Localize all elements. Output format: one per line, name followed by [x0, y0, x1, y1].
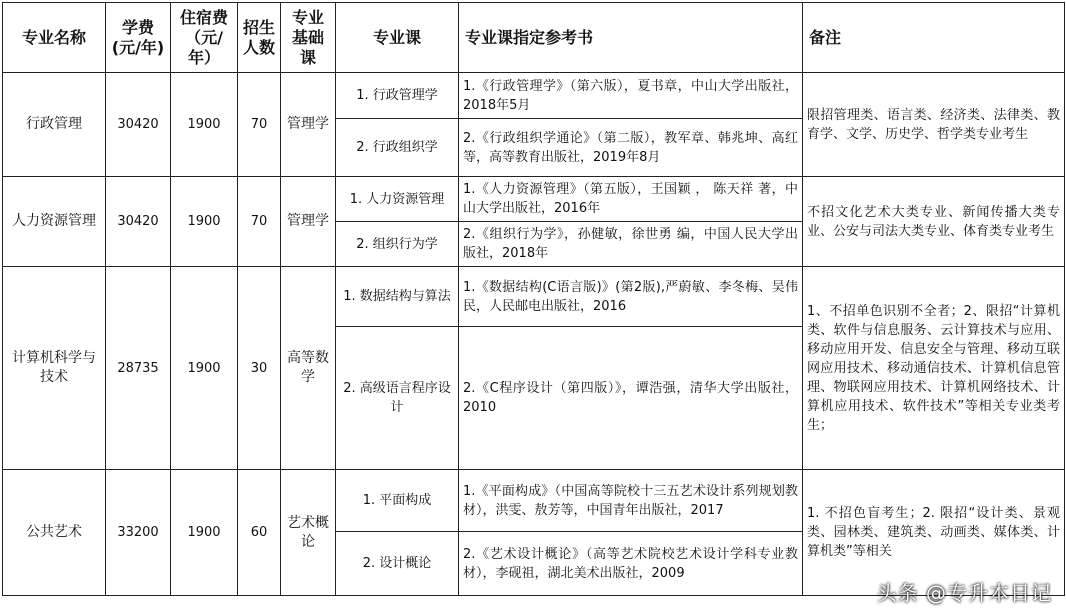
base-course: 管理学 [281, 177, 336, 267]
course-name: 2. 高级语言程序设计 [336, 327, 459, 470]
course-name: 1. 行政管理学 [336, 73, 459, 119]
tuition-value: 30420 [106, 177, 171, 267]
note-text: 1. 不招色盲考生；2. 限招“设计类、景观类、园林类、建筑类、动画类、媒体类、计算机类”等相关 [803, 470, 1065, 596]
note-text: 不招文化艺术大类专业、新闻传播大类专业、公安与司法大类专业、体育类专业考生 [803, 177, 1065, 267]
major-name: 行政管理 [3, 73, 106, 177]
course-name: 2. 设计概论 [336, 532, 459, 596]
base-course: 管理学 [281, 73, 336, 177]
reference-book: 1.《人力资源管理》（第五版），王国颖 ， 陈天祥 著，中山大学出版社，2016年 [459, 177, 803, 222]
reference-book: 1.《数据结构(C语言版)》(第2版),严蔚敏、李冬梅、吴伟民，人民邮电出版社，2016 [459, 267, 803, 327]
tuition-value: 28735 [106, 267, 171, 470]
header-row [3, 3, 1065, 73]
header-major: 专业名称 [3, 3, 106, 73]
major-name: 公共艺术 [3, 470, 106, 596]
table-row [3, 267, 1065, 327]
enroll-count: 60 [238, 470, 281, 596]
dorm-fee-value: 1900 [171, 267, 238, 470]
header-base-course: 专业基础课 [281, 3, 336, 73]
tuition-value: 33200 [106, 470, 171, 596]
reference-book: 1.《平面构成》（中国高等院校十三五艺术设计系列规划教材），洪雯、敖芳等，中国青年出版社，2017 [459, 470, 803, 532]
major-name: 人力资源管理 [3, 177, 106, 267]
course-name: 1. 人力资源管理 [336, 177, 459, 222]
header-enroll: 招生人数 [238, 3, 281, 73]
tuition-value: 30420 [106, 73, 171, 177]
course-name: 2. 行政组织学 [336, 119, 459, 177]
enroll-count: 30 [238, 267, 281, 470]
reference-book: 1.《行政管理学》（第六版），夏书章，中山大学出版社，2018年5月 [459, 73, 803, 119]
table-row [3, 470, 1065, 532]
note-text: 限招管理类、语言类、经济类、法律类、教育学、文学、历史学、哲学类专业考生 [803, 73, 1065, 177]
header-tuition: 学费(元/年) [106, 3, 171, 73]
enroll-count: 70 [238, 177, 281, 267]
enroll-count: 70 [238, 73, 281, 177]
admissions-table [2, 2, 1065, 596]
dorm-fee-value: 1900 [171, 73, 238, 177]
reference-book: 2.《行政组织学通论》（第二版），教军章、韩兆坤、高红等，高等教育出版社，2019年8月 [459, 119, 803, 177]
reference-book: 2.《组织行为学》，孙健敏，徐世勇 编，中国人民大学出版社，2018年 [459, 222, 803, 267]
major-name: 计算机科学与技术 [3, 267, 106, 470]
header-books: 专业课指定参考书 [459, 3, 803, 73]
table-row [3, 177, 1065, 222]
course-name: 2. 组织行为学 [336, 222, 459, 267]
watermark: 头条 @专升本日记 [876, 581, 1052, 605]
base-course: 高等数学 [281, 267, 336, 470]
header-dorm: 住宿费（元/年） [171, 3, 238, 73]
course-name: 1. 数据结构与算法 [336, 267, 459, 327]
dorm-fee-value: 1900 [171, 177, 238, 267]
reference-book: 2.《C程序设计（第四版）》，谭浩强，清华大学出版社，2010 [459, 327, 803, 470]
table-row [3, 73, 1065, 119]
note-text: 1、不招单色识别不全者；2、限招“计算机类、软件与信息服务、云计算技术与应用、移动应用开发、信息安全与管理、移动互联网应用技术、移动通信技术、计算机信息管理、物联网应用技术、计算机网络技术、计算机应用技术、软件技术”等相关专业类考生； [803, 267, 1065, 470]
reference-book: 2.《艺术设计概论》（高等艺术院校艺术设计学科专业教材），李砚祖，湖北美术出版社，2009 [459, 532, 803, 596]
course-name: 1. 平面构成 [336, 470, 459, 532]
header-notes: 备注 [803, 3, 1065, 73]
base-course: 艺术概论 [281, 470, 336, 596]
header-course: 专业课 [336, 3, 459, 73]
dorm-fee-value: 1900 [171, 470, 238, 596]
